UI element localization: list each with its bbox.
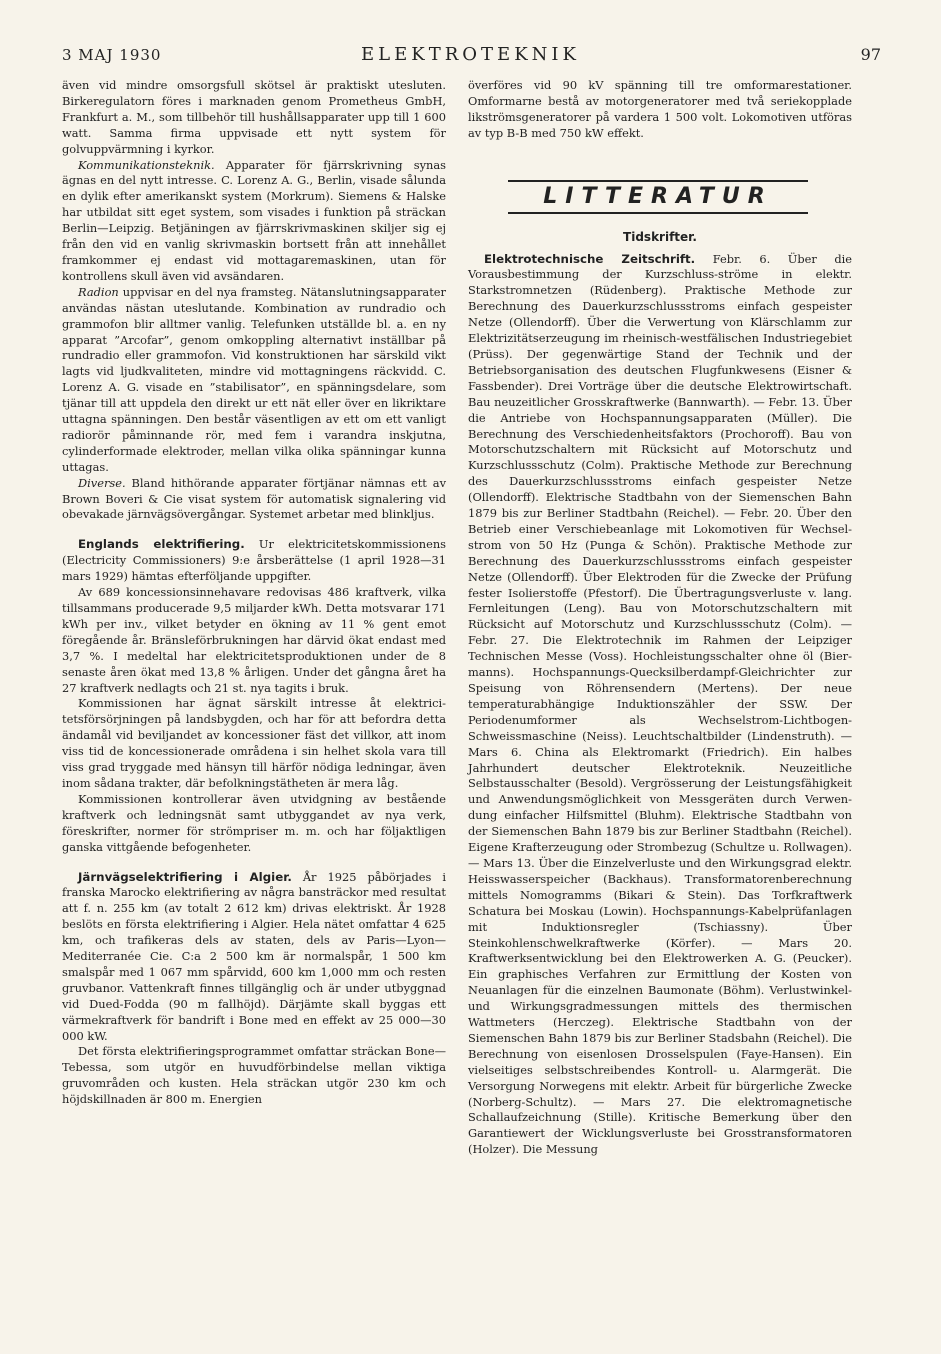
algier-paragraph-1 <box>62 870 446 1045</box>
issue-date: 3 MAJ 1930 <box>62 46 162 64</box>
litteratur-banner <box>508 180 808 214</box>
radion-text: uppvisar en del nya framsteg. Nätanslutningsapparater användas nästan uteslutande. Kombination av rundradio och grammofon blir alltmer vanlig. Telefunken utställde bl. a. en ny apparat ”Arcofar”, genom omkoppling alternativt inställbar på rundradio eller grammofon. Vid konstruktionen har särskild vikt lagts vid ljudkvaliteten, mindre vid mottagningens räckvidd. C. Lorenz A. G. visade en ”stabilisator”, en spänningsdelare, som tjänar till att uppdela den direkt ur ett nät eller över en likriktare uttagna spänningen. Den består väsentligen av ett om ett vanligt radiorör påminnande rör, med fem i varandra inskjutna, cylinderformade elektroder, mellan vilka olika spänningar kunna uttagas. <box>62 284 446 474</box>
algier-heading: Järnvägselektrifiering i Algier. <box>78 869 292 884</box>
running-header <box>0 42 941 72</box>
england-paragraph-1 <box>62 537 446 585</box>
intro-paragraph: även vid mindre omsorgsfull skötsel är praktiskt utesluten. Birkeregulatorn föres i marknaden genom Prometheus GmbH, Frankfurt a. M., som tillbehör till hushållsapparater upp till 1 600 watt. Samma firma uppvisade ett nytt system för golvuppvärmning i kyrkor. <box>62 78 446 156</box>
radion-heading: Radion <box>78 284 119 299</box>
england-heading: Englands elektrifiering. <box>78 537 245 552</box>
radion-paragraph <box>62 285 446 476</box>
england-paragraph-4: Kommissionen kontrollerar även utvidgning av bestående kraftverk och ledningsnät samt utbyggandet av nya verk, föreskrifter, normer för strömpriser m. m. och har följaktligen ganska vittgående befogenheter. <box>62 791 446 854</box>
england-text-1: Ur elektricitetskommissionens (Electricity Commissioners) 9:e årsberättelse (1 april 1928—31 mars 1929) hämtas efterföljande uppgifter. <box>62 537 446 584</box>
continuation-paragraph: överföres vid 90 kV spänning till tre omformarestationer. Omformarne bestå av motorgeneratorer med två seriekopplade likströmsgeneratorer på vardera 1 500 volt. Lokomotiven utföras av typ B-B med 750 kW effekt. <box>468 78 852 140</box>
algier-paragraph-2: Det första elektrifieringsprogrammet omfattar sträckan Bone—Tebessa, som utgör en huvudförbindelse mellan viktiga gruvområden och kusten. Hela sträckan utgör 230 km och höjdskillnaden är 800 m. Energien <box>62 1044 446 1107</box>
england-paragraph-3: Kommissionen har ägnat särskilt intresse åt elektricitetsförsörjningen på landsbygden, och har för att befordra detta ändamål vid beviljandet av koncessioner fäst det villkor, att inom viss tid de koncessionerade områdena i sin helhet skola vara till viss grad tryggade med hänsyn till härför nödiga ledningar, även inom sådana trakter, där befolkningstätheten är mera låg. <box>62 696 446 790</box>
right-column <box>468 78 852 1158</box>
diverse-text: Bland hithörande apparater förtjänar nämnas ett av Brown Boveri & Cie visat system för automatisk signalering vid obevakade järnvägsövergångar. Systemet arbetar med blinkljus. <box>62 475 446 522</box>
algier-text-1: År 1925 påbörjades i franska Marocko elektrifiering av några bansträckor med resultat att f. n. 255 km (av totalt 2 612 km) drivas elektriskt. År 1928 beslöts en första elektrifiering i Algier. Hela nätet omfattar 4 625 km, och trafikeras dels av staten, dels av Paris—Lyon—Mediterranée Cie. C:a 2 500 km är normalspår, 1 500 km smalspår med 1 067 mm spårvidd, 600 km 1,000 mm och resten gruvbanor. Vattenkraft finnes tillgänglig och är under utbyggnad vid Dued-Fodda (90 m fallhöjd). Därjämte skall byggas ett värmekraftverk för bandrift i Bone med en effekt av 25 000—30 000 kW. <box>62 869 447 1043</box>
diverse-paragraph <box>62 476 446 524</box>
etz-paragraph <box>468 252 852 1159</box>
etz-text: Febr. 6. Über die Vorausbestimmung der Kurzschluss-ströme in elektr. Starkstromnetzen (Rüdenberg). Praktische Methode zur Berechnung des Dauerkurzschlussstroms einfach gespeister Netze (Ollendorff). Über die Verwertung von Klärschlamm zur Elektrizitätserzeugung im rheinisch-westfälischen Industriegebiet (Prüss). Der gegenwärtige Stand der Technik und der Betriebsorganisation des deutschen Flugfunkwesens (Eisner & Fassbender). Drei Vorträge über die deutsche Elektrowirtschaft. Bau neuzeitlicher Grosskraftwerke (Bannwarth). — Febr. 13. Über die Antriebe von Hochspannungsapparaten (Müller). Die Berechnung des Verschiedenheitsfaktors (Prochoroff). Bau von Motorschutzschaltern mit Rücksicht auf Motorschutz und Kurzschlussschutz (Colm). Praktische Methode zur Berechnung des Dauerkurzschlussstroms einfach gespeister Netze (Ollendorff). Elektrische Stadtbahn von der Siemenschen Bahn 1879 bis zur Berliner Stadtbahn (Reichel). — Febr. 20. Über den Betrieb einer Verschiebeanlage mit Lokomotiven für Wechselstrom von 50 Hz (Punga & Schön). Praktische Methode zur Berechnung des Dauerkurzschlussstroms einfach gespeister Netze (Ollendorff). Über Elektroden für die Zwecke der Prüfung fester Isolierstoffe (Pfestorf). Die Übertragungsverluste v. lang. Fernleitungen (Leng). Bau von Motorschutzschaltern mit Rücksicht auf Motorschutz und Kurzschlussschutz (Colm). — Febr. 27. Die Elektrotechnik im Rahmen der Leipziger Technischen Messe (Voss). Hochleistungsschalter ohne öl (Biermanns). Hochspannungs-Quecksilberdampf-Gleichrichter zur Speisung von Röhrensendern (Mertens). Der neue temperaturabhängige Induktionszähler der SSW. Der Periodenumformer als Wechselstrom-Lichtbogen-Schweissmaschine (Neiss). Leuchtschaltbilder (Lindenstruth). — Mars 6. China als Elektromarkt (Friedrich). Ein halbes Jahrhundert deutscher Elektroteknik. Neuzeitliche Selbstausschalter (Besold). Vergrösserung der Leistungsfähigkeit und Anwendungsmöglichkeit von Messgeräten durch Verwendung einfacher Hilfsmittel (Bluhm). Elektrische Stadtbahn von der Siemenschen Bahn 1879 bis zur Berliner Stadtbahn (Reichel). Eigene Krafterzeugung oder Strombezug (Schultze u. Rollwagen). — Mars 13. Über die Einzelverluste und den Wirkungsgrad elektr. Heisswasserspeicher (Backhaus). Transformatorenberechnung mittels Nomogramms (Bikari & Stein). Das Torfkraftwerk Schatura bei Moskau (Lowin). Hochspannungs-Kabelprüfanlagen mit Induktionsregler (Tschiassny). Über Steinkohlenschwelkraftwerke (Körfer). — Mars 20. Kraftwerksentwicklung bei den Elektrowerken A. G. (Peucker). Ein graphisches Verfahren zur Ermittlung der Kosten von Neuanlagen für die einzelnen Baumonate (Böhm). Verlustwinkel- und Wirkungsgradmessungen mittels des thermischen Wattmeters (Herczeg). Elektrische Stadtbahn von der Siemenschen Bahn 1879 bis zur Berliner Stadsbahn (Reichel). Die Berechnung von eisenlosen Drosselspulen (Faye-Hansen). Ein vielseitiges selbstschreibendes Kontroll- u. Alarmgerät. Die Versorgung Norwegens mit elektr. Arbeit für bürgerliche Zwecke (Norberg-Schultz). — Mars 27. Die elektromagnetische Schallaufzeichnung (Stille). Kritische Bemerkung über den Garantiewert der Wicklungsverluste bei Grosstransformatoren (Holzer). Die Messung <box>468 251 852 1157</box>
tidskrifter-heading: Tidskrifter. <box>623 229 697 244</box>
kommunikation-text: Apparater för fjärrskrivning synas ägnas en del nytt intresse. C. Lorenz A. G., Berlin, visade sålunda en dylik efter amerikanskt system (Morkrum). Siemens & Halske har utbildat sitt eget system, som visades i funktion på sträckan Berlin—Leipzig. Betjäningen av fjärrskrivmaskinen skiljer sig ej från den vid en vanlig skrivmaskin bortsett från att innehållet framkommer ej endast vid mottagaremaskinen, utan för kontrollens skull även vid avsändaren. <box>62 157 446 283</box>
kommunikation-paragraph <box>62 158 446 285</box>
diverse-heading: Diverse. <box>78 475 126 490</box>
etz-heading: Elektrotechnische Zeitschrift. <box>484 251 696 266</box>
journal-title: ELEKTROTEKNIK <box>361 44 580 65</box>
kommunikation-heading: Kommunikationsteknik. <box>78 157 215 172</box>
litteratur-title: LITTERATUR <box>543 183 773 209</box>
left-column <box>62 78 446 1108</box>
page-number: 97 <box>860 45 881 64</box>
england-paragraph-2: Av 689 koncessionsinnehavare redovisas 486 kraftverk, vilka tillsammans producerade 9,5 miljarder kWh. Detta motsvarar 171 kWh per inv., vilket betyder en ökning av 11 % gent emot föregående år. Bränsleförbrukningen har därvid ökat endast med 3,7 %. I medeltal har elektricitetsproduktionen under de 8 senaste åren ökat med 13,8 % årligen. Under det gångna året ha 27 kraftverk nedlagts och 21 st. nya tagits i bruk. <box>62 585 446 695</box>
